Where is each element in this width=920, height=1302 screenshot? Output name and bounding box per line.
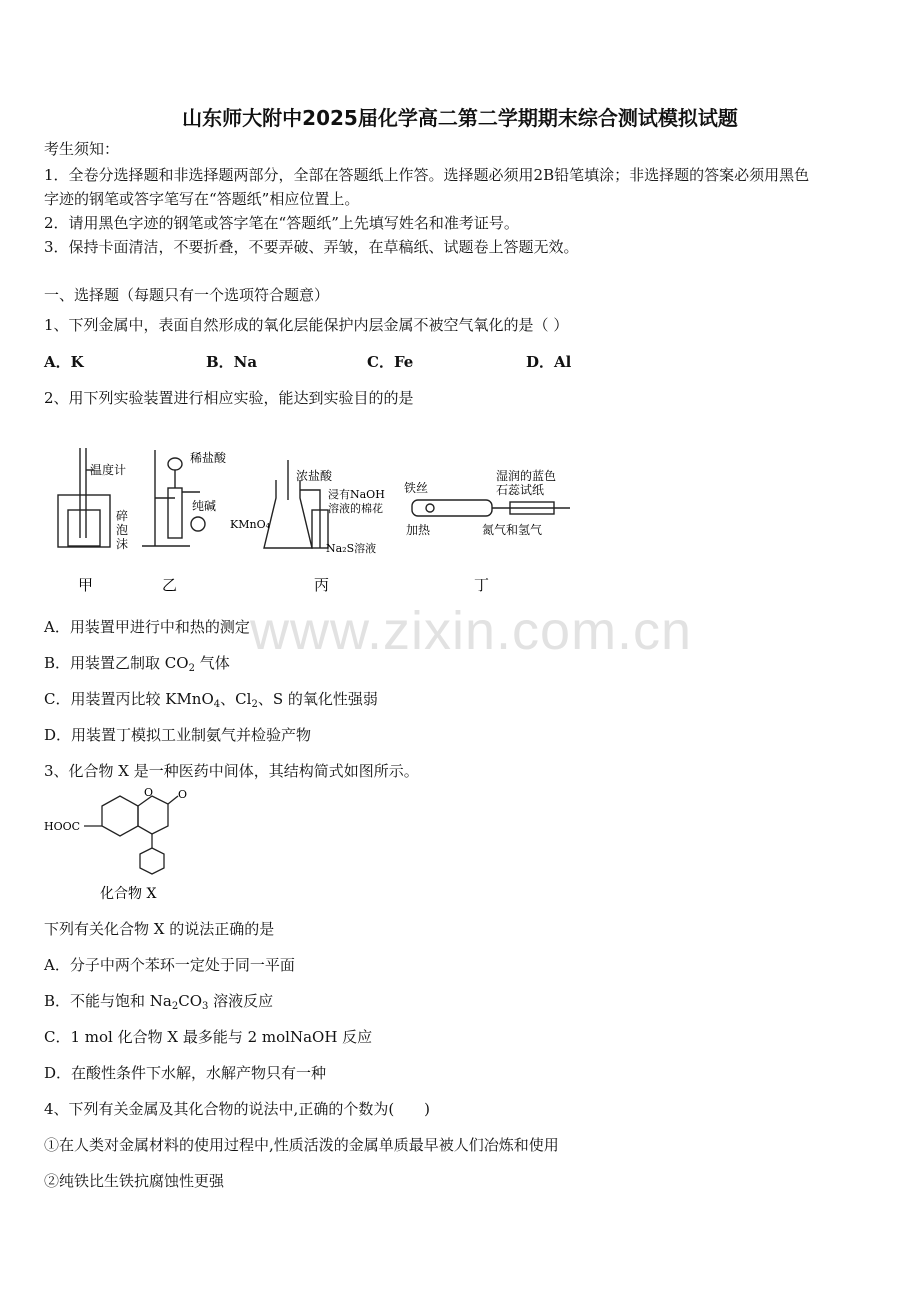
q2-apparatus-figure xyxy=(50,440,590,600)
q4-statement-1: ①在人类对金属材料的使用过程中,性质活泼的金属单质最早被人们冶炼和使用 xyxy=(44,1136,559,1154)
label-bing: 丙 xyxy=(314,576,330,594)
label-na2s: Na₂S溶液 xyxy=(326,542,377,555)
label-litmus-1: 湿润的蓝色 xyxy=(496,469,557,483)
q2-option-d: D．用装置丁模拟工业制氨气并检验产物 xyxy=(44,726,312,744)
q2-stem: 2、用下列实验装置进行相应实验，能达到实验目的的是 xyxy=(44,389,414,407)
page-title: 山东师大附中2025届化学高二第二学期期末综合测试模拟试题 xyxy=(182,106,738,130)
benzene-ring-2 xyxy=(140,848,164,874)
q1-option-b: B．Na xyxy=(206,353,258,371)
inner-beaker xyxy=(68,510,100,546)
label-n2-h2: 氮气和氢气 xyxy=(482,523,543,537)
q2-option-b: B．用装置乙制取 $CO_2$ 气体 xyxy=(44,654,230,674)
q1-stem: 1、下列金属中，表面自然形成的氧化层能保护内层金属不被空气氧化的是（ ） xyxy=(44,316,569,334)
q3-option-a: A．分子中两个苯环一定处于同一平面 xyxy=(44,956,295,974)
label-hooc: HOOC xyxy=(44,820,81,833)
label-yi: 乙 xyxy=(162,576,178,594)
notice-heading: 考生须知： xyxy=(44,140,120,158)
q4-stem: 4、下列有关金属及其化合物的说法中,正确的个数为( ) xyxy=(44,1100,431,1118)
q3-structure-figure xyxy=(44,786,214,910)
notice-line-1b: 字迹的钢笔或答字笔写在“答题纸”相应位置上。 xyxy=(44,190,360,208)
q2-option-a: A．用装置甲进行中和热的测定 xyxy=(44,618,250,636)
label-ding: 丁 xyxy=(474,576,490,594)
label-thermometer: 温度计 xyxy=(90,463,127,477)
label-heat: 加热 xyxy=(406,523,431,537)
label-o-carbonyl: O xyxy=(178,788,188,801)
benzene-ring-1 xyxy=(102,796,138,836)
q3-sub-stem: 下列有关化合物 X 的说法正确的是 xyxy=(44,920,275,938)
q3-option-b: B．不能与饱和 $Na_2CO_3$ 溶液反应 xyxy=(44,992,274,1012)
label-mo: 沫 xyxy=(116,537,129,551)
label-naoh-2: 溶液的棉花 xyxy=(328,502,383,515)
watermark: www.zixin.com.cn xyxy=(250,601,693,661)
section-heading: 一、选择题（每题只有一个选项符合题意） xyxy=(44,286,330,304)
q3-option-c: C．1 mol 化合物 X 最多能与 2 molNaOH 反应 xyxy=(44,1028,373,1046)
label-pao: 泡 xyxy=(116,523,129,537)
label-soda: 纯碱 xyxy=(192,499,217,513)
notice-line-2: 2．请用黑色字迹的钢笔或答字笔在“答题纸”上先填写姓名和准考证号。 xyxy=(44,214,519,232)
label-iron-wire: 铁丝 xyxy=(404,481,429,495)
q3-option-d: D．在酸性条件下水解，水解产物只有一种 xyxy=(44,1064,327,1082)
label-sui: 碎 xyxy=(116,509,129,523)
q2-option-c: C．用装置丙比较 KMnO$_4$、$Cl_2$、S 的氧化性强弱 xyxy=(44,690,378,710)
notice-line-3: 3．保持卡面清洁，不要折叠，不要弄破、弄皱，在草稿纸、试题卷上答题无效。 xyxy=(44,238,579,256)
q3-stem: 3、化合物 X 是一种医药中间体，其结构简式如图所示。 xyxy=(44,762,419,780)
q1-option-c: C．Fe xyxy=(367,353,414,371)
q1-option-d: D．Al xyxy=(526,353,572,371)
q1-option-a: A．K xyxy=(44,353,84,371)
outer-beaker xyxy=(58,495,110,547)
label-naoh-1: 浸有NaOH xyxy=(328,488,385,501)
label-litmus-2: 石蕊试纸 xyxy=(496,483,545,497)
label-caption: 化合物 X xyxy=(100,886,157,902)
label-kmno4: KMnO₄ xyxy=(230,518,270,531)
lactone-ring xyxy=(138,796,168,834)
label-o-ring: O xyxy=(144,786,154,799)
label-jia: 甲 xyxy=(78,576,94,594)
label-dilute-hcl: 稀盐酸 xyxy=(190,451,227,465)
label-conc-hcl: 浓盐酸 xyxy=(296,469,333,483)
q4-statement-2: ②纯铁比生铁抗腐蚀性更强 xyxy=(44,1172,225,1190)
notice-line-1: 1．全卷分选择题和非选择题两部分，全部在答题纸上作答。选择题必须用2B铅笔填涂；非选择题的答案必须用黑色 xyxy=(44,166,810,184)
